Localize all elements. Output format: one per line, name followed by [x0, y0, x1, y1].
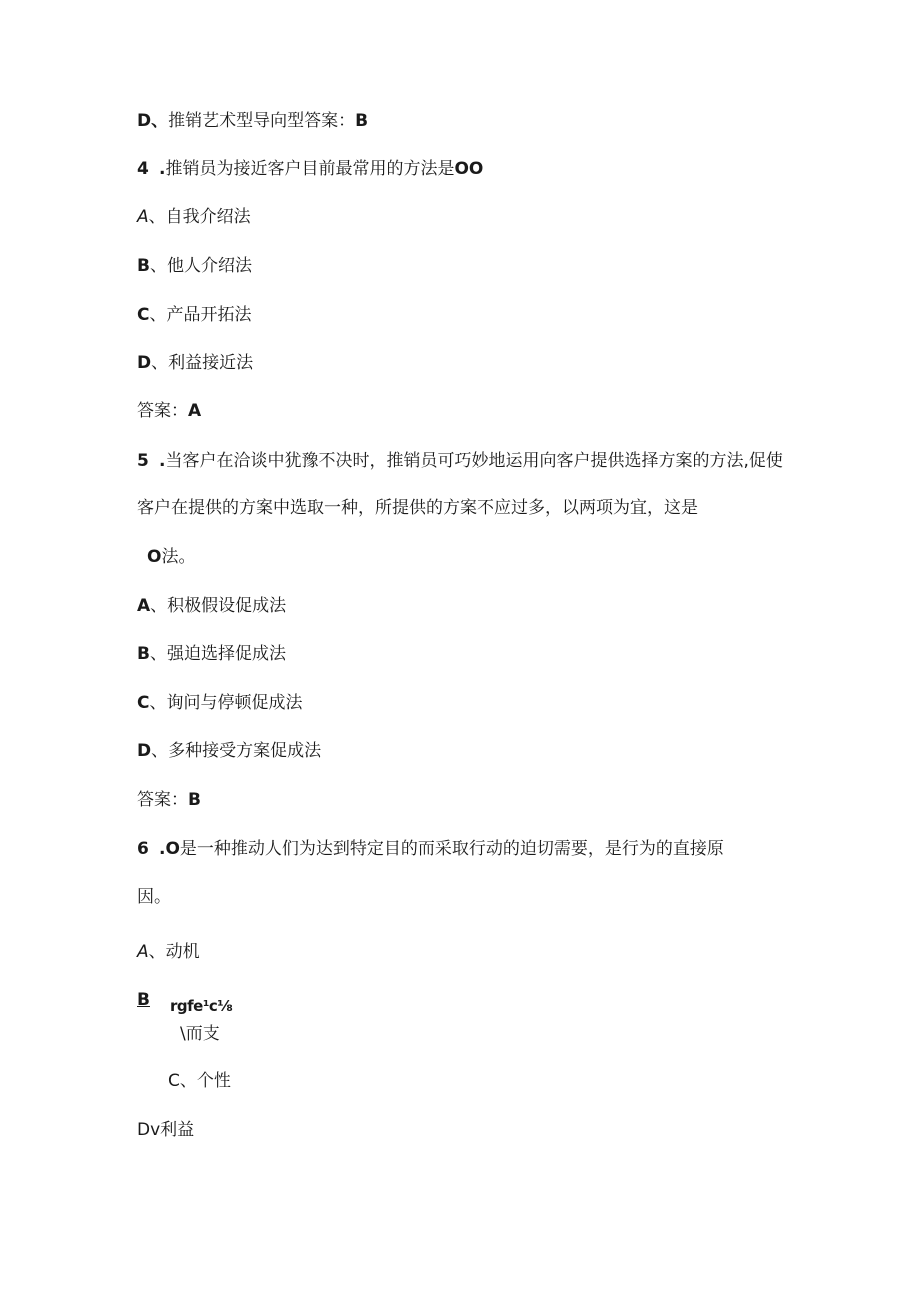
- q6-option-b-letter-line: [137, 989, 150, 1011]
- q3-option-d-text: 推销艺术型导向型答案：: [168, 111, 356, 131]
- q5-option-c-letter: C: [137, 693, 150, 713]
- q4-answer: [137, 400, 201, 422]
- q6-option-a: [137, 941, 200, 963]
- q5-option-c: [137, 692, 302, 714]
- q6-option-b-garbled: rgfe¹c⅛: [170, 997, 233, 1015]
- q4-option-b: [137, 255, 252, 277]
- q6-stem-prefix: .: [159, 839, 166, 859]
- q6-stem-line2: [137, 886, 171, 908]
- q5-stem-line1: [137, 450, 783, 472]
- q5-stem-prefix: .: [159, 451, 166, 471]
- q5-stem-text-1: 当客户在洽谈中犹豫不决时，推销员可巧妙地运用向客户提供选择方案的方法,促使: [165, 451, 783, 471]
- q4-answer-letter: A: [188, 401, 202, 421]
- q3-option-d-prefix: D、: [137, 111, 169, 131]
- q6-option-c-text: C、个性: [168, 1071, 231, 1091]
- q5-answer-label: 答案：: [137, 790, 188, 810]
- q6-stem-line1: [137, 838, 724, 860]
- q6-option-a-text: 动机: [165, 942, 200, 962]
- q4-option-c-sep: 、: [149, 305, 167, 325]
- q4-option-c-letter: C: [137, 305, 150, 325]
- q3-answer-letter: B: [355, 111, 369, 131]
- q6-option-b-text: \而支: [180, 1024, 220, 1044]
- q5-option-a: [137, 595, 286, 617]
- q6-option-c: [168, 1070, 231, 1092]
- q4-stem-prefix: .: [159, 159, 166, 179]
- q6-option-a-letter: A: [137, 942, 149, 962]
- q5-option-a-sep: 、: [150, 596, 168, 616]
- q5-stem-text-2: 客户在提供的方案中选取一种，所提供的方案不应过多，以两项为宜，这是: [137, 498, 698, 518]
- q4-number: 4: [137, 159, 149, 179]
- q4-answer-label: 答案：: [137, 401, 188, 421]
- q4-option-d-text: 利益接近法: [168, 353, 254, 373]
- q4-option-b-letter: B: [137, 256, 150, 276]
- q4-option-c: [137, 304, 251, 326]
- q5-option-b-text: 强迫选择促成法: [166, 644, 286, 664]
- q5-option-b-sep: 、: [149, 644, 167, 664]
- q4-option-b-sep: 、: [149, 256, 167, 276]
- q6-stem-text-1: 是一种推动人们为达到特定目的而采取行动的迫切需要，是行为的直接原: [179, 839, 724, 859]
- q6-option-a-sep: 、: [148, 942, 166, 962]
- q6-option-b-letter: B: [137, 990, 150, 1010]
- q5-option-b: [137, 643, 286, 665]
- q6-option-d: [137, 1119, 194, 1141]
- q5-option-d-text: 多种接受方案促成法: [168, 741, 322, 761]
- q6-blank: O: [165, 839, 180, 859]
- q4-option-d: [137, 352, 253, 374]
- q5-stem-end: 法。: [161, 547, 196, 567]
- q4-option-a-letter: A: [137, 207, 149, 227]
- q4-option-a-text: 自我介绍法: [165, 207, 251, 227]
- q5-option-c-sep: 、: [149, 693, 167, 713]
- q6-option-d-text: Dv利益: [137, 1120, 195, 1140]
- q4-option-c-text: 产品开拓法: [166, 305, 252, 325]
- q5-answer-letter: B: [188, 790, 201, 810]
- q4-option-a: [137, 206, 251, 228]
- q4-blank: OO: [454, 159, 484, 179]
- q4-option-b-text: 他人介绍法: [166, 256, 252, 276]
- q5-blank: O: [147, 547, 162, 567]
- q5-option-b-letter: B: [137, 644, 150, 664]
- q5-option-d-letter: D: [137, 741, 152, 761]
- q5-option-a-letter: A: [137, 596, 151, 616]
- q6-option-b-garbled-line: [170, 995, 232, 1017]
- q4-stem: [137, 158, 483, 180]
- q5-number: 5: [137, 451, 149, 471]
- q5-stem-line2: [137, 497, 698, 519]
- q5-stem-line3: [147, 546, 195, 568]
- q6-stem-text-2: 因。: [137, 887, 171, 907]
- q6-number: 6: [137, 839, 149, 859]
- q5-answer: [137, 789, 201, 811]
- q5-option-c-text: 询问与停顿促成法: [166, 693, 303, 713]
- q4-option-a-sep: 、: [148, 207, 166, 227]
- q5-option-d: [137, 740, 321, 762]
- q5-option-d-sep: 、: [151, 741, 169, 761]
- q4-option-d-sep: 、: [151, 353, 169, 373]
- q4-option-d-letter: D: [137, 353, 152, 373]
- q5-option-a-text: 积极假设促成法: [167, 596, 287, 616]
- q3-option-d: [137, 110, 368, 132]
- q4-stem-text: 推销员为接近客户目前最常用的方法是: [165, 159, 455, 179]
- q6-option-b-text-line: [180, 1023, 220, 1045]
